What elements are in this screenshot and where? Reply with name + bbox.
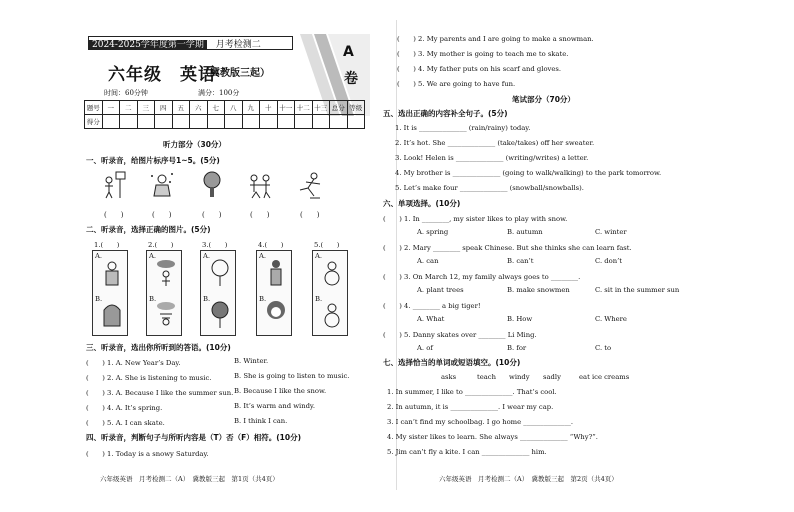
sec3-question-2[interactable]: ( ) 2. A. She is listening to music. [86,374,212,382]
girl-snow-picture [148,170,176,200]
sec6-q5-option-c[interactable]: C. to [595,344,612,352]
sec6-q2-option-a[interactable]: A. can [417,257,439,265]
sec5-item-2[interactable]: 2. It’s hot. She ______________ (take/takes) off her sweater. [395,139,595,147]
page-footer: 六年级英语 月考检测二（A） 冀教版三起 第2页（共4页） [439,475,618,483]
word-bank-sadly: sadly [543,373,561,381]
score-cell: 总分 [330,101,348,115]
score-blank[interactable] [330,115,348,129]
boy-skating-picture [296,170,324,200]
option-b-label: B. [315,295,323,303]
sec1-answer-4[interactable]: ( ) [250,211,270,219]
sec6-q2-option-c[interactable]: C. don’t [595,257,622,265]
sec6-question-4[interactable]: ( ) 4. ________ a big tiger! [383,302,481,310]
exam-title-banner [88,36,293,50]
sec2-answer-1[interactable]: 1.( ) [94,241,120,249]
page-title: 六年级 英语 [108,65,216,85]
option-b-label: B. [259,295,267,303]
word-bank-windy: windy [509,373,530,381]
score-blank[interactable] [207,115,225,129]
score-cell: 十 [260,101,278,115]
score-blank[interactable] [312,115,330,129]
score-table-header-row [85,101,365,115]
score-blank[interactable] [225,115,243,129]
option-b-label: B. [149,295,157,303]
score-blank[interactable] [295,115,313,129]
listening-section-title: 听力部分（30分） [163,140,226,149]
sec5-item-4[interactable]: 4. My brother is ______________ (going to walk/walking) to the park tomorrow. [395,169,662,177]
sec6-q1-option-c[interactable]: C. winter [595,228,627,236]
paper-version-b: 卷 [344,71,358,87]
section-2-title: 二、听录音，选择正确的图片。(5分) [86,225,211,234]
score-cell: 题号 [85,101,103,115]
sec2-answer-3[interactable]: 3.( ) [202,241,228,249]
score-cell: 五 [172,101,190,115]
children-playing-picture [246,170,274,200]
sec1-answer-1[interactable]: ( ) [104,211,124,219]
sec6-q3-option-b[interactable]: B. make snowmen [507,286,570,294]
tree-season-sketch-icons [208,258,232,332]
option-a-label: A. [149,252,157,260]
score-table [84,100,365,129]
sec3-question-5[interactable]: ( ) 5. A. I can skate. [86,419,165,427]
score-cell: 二 [120,101,138,115]
sec6-question-2[interactable]: ( ) 2. Mary ________ speak Chinese. But she thinks she can learn fast. [383,244,632,252]
written-section-title: 笔试部分（70分） [512,95,575,104]
score-blank[interactable] [242,115,260,129]
score-row-label: 得分 [85,115,103,129]
score-cell: 三 [137,101,155,115]
section-4-title: 四、听录音，判断句子与所听内容是（T）否（F）相符。(10分) [86,433,302,442]
sec6-q1-option-a[interactable]: A. spring [417,228,449,236]
person-sketch-icons [264,258,288,332]
option-a-label: A. [259,252,267,260]
sec6-q1-option-b[interactable]: B. autumn [507,228,543,236]
score-blank[interactable] [120,115,138,129]
option-b-label: B. [95,295,103,303]
score-blank[interactable] [190,115,208,129]
score-blank[interactable] [347,115,365,129]
sec2-answer-2[interactable]: 2.( ) [148,241,174,249]
sec5-item-5[interactable]: 5. Let’s make four ______________ (snowball/snowballs). [395,184,584,192]
score-table-score-row [85,115,365,129]
sec4-question-5[interactable]: ( ) 5. We are going to have fun. [397,80,516,88]
time-limit: 时间：60分钟 [104,89,148,97]
sec6-q4-option-a[interactable]: A. What [417,315,445,323]
sec3-question-3[interactable]: ( ) 3. A. Because I like the summer sun. [86,389,234,397]
section-7-title: 七、选择恰当的单词或短语填空。(10分) [383,358,521,367]
score-blank[interactable] [137,115,155,129]
edition-label: （冀教版三起） [200,68,270,79]
sec5-item-1[interactable]: 1. It is ______________ (rain/rainy) today. [395,124,531,132]
option-sketch-icons [100,258,124,332]
weather-sketch-icons [154,258,178,332]
score-blank[interactable] [155,115,173,129]
option-b-label: B. [203,295,211,303]
score-cell: 十一 [277,101,295,115]
score-cell: 九 [242,101,260,115]
word-bank-teach: teach [477,373,496,381]
score-cell: 八 [225,101,243,115]
section-6-title: 六、单项选择。(10分) [383,199,461,208]
full-score: 满分：100分 [198,89,240,97]
option-a-label: A. [95,252,103,260]
sec7-item-2[interactable]: 2. In autumn, it is ______________. I wear my cap. [387,403,554,411]
sec4-question-4[interactable]: ( ) 4. My father puts on his scarf and gloves. [397,65,562,73]
sec6-question-5[interactable]: ( ) 5. Danny skates over ________ Li Ming. [383,331,537,339]
sec7-item-3[interactable]: 3. I can’t find my schoolbag. I go home ______________. [387,418,574,426]
sec3-option-b-5[interactable]: B. I think I can. [234,417,288,425]
right-page [383,0,794,512]
score-cell: 七 [207,101,225,115]
score-cell: 四 [155,101,173,115]
sec2-answer-5[interactable]: 5.( ) [314,241,340,249]
sec6-q3-option-a[interactable]: A. plant trees [417,286,464,294]
section-3-title: 三、听录音，选出你所听到的答语。(10分) [86,343,231,352]
sec7-item-1[interactable]: 1. In summer, I like to ______________. That’s cool. [387,388,557,396]
sec3-option-b-2[interactable]: B. She is going to listen to music. [234,372,350,380]
section-1-title: 一、听录音，给图片标序号1~5。(5分) [86,156,220,165]
word-bank-eat-ice-creams: eat ice creams [579,373,630,381]
score-blank[interactable] [260,115,278,129]
score-blank[interactable] [172,115,190,129]
children-sign-picture [100,170,128,200]
sec6-q2-option-b[interactable]: B. can’t [507,257,534,265]
sec7-item-4[interactable]: 4. My sister likes to learn. She always ______________ “Why?”. [387,433,598,441]
sec6-question-3[interactable]: ( ) 3. On March 12, my family always goes to ________. [383,273,581,281]
paper-version-a: A [343,44,354,60]
score-cell: 六 [190,101,208,115]
score-blank[interactable] [102,115,120,129]
sec1-answer-2[interactable]: ( ) [152,211,172,219]
sec6-q3-option-c[interactable]: C. sit in the summer sun [595,286,680,294]
page-footer: 六年级英语 月考检测二（A） 冀教版三起 第1页（共4页） [100,475,279,483]
score-cell: 十三 [312,101,330,115]
score-cell: 十二 [295,101,313,115]
sec1-answer-5[interactable]: ( ) [300,211,320,219]
sec4-question-2[interactable]: ( ) 2. My parents and I are going to make a snowman. [397,35,594,43]
sec6-q4-option-c[interactable]: C. Where [595,315,627,323]
sec3-option-b-4[interactable]: B. It’s warm and windy. [234,402,316,410]
sec3-question-1[interactable]: ( ) 1. A. New Year’s Day. [86,359,181,367]
sec3-option-b-3[interactable]: B. Because I like the snow. [234,387,327,395]
sec4-question-1[interactable]: ( ) 1. Today is a snowy Saturday. [86,450,209,458]
sec3-question-4[interactable]: ( ) 4. A. It’s spring. [86,404,163,412]
section-5-title: 五、选出正确的内容补全句子。(5分) [383,109,508,118]
snowman-sketch-icons [320,258,344,332]
sec6-question-1[interactable]: ( ) 1. In ________, my sister likes to play with snow. [383,215,568,223]
sec5-item-3[interactable]: 3. Look! Helen is ______________ (writing/writes) a letter. [395,154,589,162]
sec4-question-3[interactable]: ( ) 3. My mother is going to teach me to skate. [397,50,569,58]
word-bank-asks: asks [441,373,457,381]
score-blank[interactable] [277,115,295,129]
score-cell: 一 [102,101,120,115]
exam-name-label: 月考检测二 [215,40,261,50]
sec3-option-b-1[interactable]: B. Winter. [234,357,269,365]
sec7-item-5[interactable]: 5. Jim can’t fly a kite. I can ______________ him. [387,448,547,456]
option-a-label: A. [203,252,211,260]
tree-picture [198,170,226,200]
sec2-answer-4[interactable]: 4.( ) [258,241,284,249]
school-year-label: 2024-2025学年度第一学期 [89,40,207,50]
sec6-q4-option-b[interactable]: B. How [507,315,533,323]
score-cell: 等级 [347,101,365,115]
sec6-q5-option-a[interactable]: A. of [417,344,433,352]
sec6-q5-option-b[interactable]: B. for [507,344,527,352]
sec1-answer-3[interactable]: ( ) [202,211,222,219]
option-a-label: A. [315,252,323,260]
